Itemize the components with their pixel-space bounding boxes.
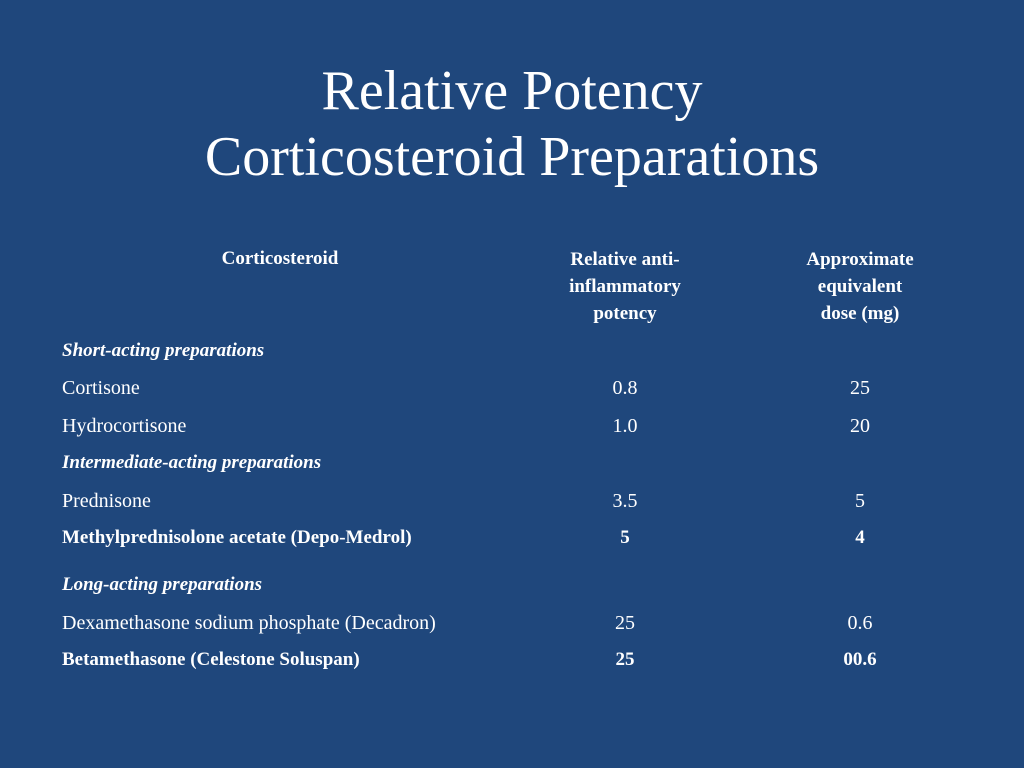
row-dose: 4 (855, 527, 865, 548)
section-row (0, 336, 1024, 366)
table-row (0, 411, 1024, 441)
section-row (0, 570, 1024, 600)
table-row (0, 645, 1024, 675)
table-row (0, 608, 1024, 638)
row-corticosteroid: Cortisone (62, 377, 140, 399)
row-corticosteroid: Methylprednisolone acetate (Depo-Medrol) (62, 527, 412, 548)
header-potency (520, 246, 730, 327)
row-potency: 5 (620, 527, 630, 548)
row-potency: 25 (615, 612, 635, 634)
header-corticosteroid-label: Corticosteroid (221, 248, 339, 269)
header-dose-line: dose (mg) (820, 303, 900, 324)
row-potency: 0.8 (612, 377, 638, 399)
title-line-2: Corticosteroid Preparations (204, 126, 820, 188)
title-line-1: Relative Potency (321, 60, 703, 122)
section-label: Long-acting preparations (62, 574, 263, 595)
section-label: Intermediate-acting preparations (62, 452, 322, 473)
table-row (0, 373, 1024, 403)
row-dose: 0.6 (847, 612, 873, 634)
header-potency-line: potency (593, 303, 657, 324)
header-dose-line: Approximate (806, 249, 914, 270)
row-potency: 3.5 (612, 490, 638, 512)
header-dose (755, 246, 965, 327)
row-potency: 25 (615, 649, 635, 670)
slide-title (0, 58, 1024, 190)
row-corticosteroid: Dexamethasone sodium phosphate (Decadron) (62, 612, 436, 634)
row-corticosteroid: Betamethasone (Celestone Soluspan) (62, 649, 360, 670)
header-potency-line: Relative anti- (570, 249, 680, 270)
row-corticosteroid: Hydrocortisone (62, 415, 187, 437)
row-corticosteroid: Prednisone (62, 490, 151, 512)
row-dose: 25 (850, 377, 870, 399)
row-dose: 20 (850, 415, 870, 437)
section-label: Short-acting preparations (62, 340, 265, 361)
header-potency-line: inflammatory (569, 276, 681, 297)
section-row (0, 448, 1024, 478)
header-dose-line: equivalent (817, 276, 903, 297)
row-potency: 1.0 (612, 415, 638, 437)
table-row (0, 523, 1024, 553)
header-corticosteroid (130, 245, 430, 272)
row-dose: 00.6 (843, 649, 877, 670)
row-dose: 5 (855, 490, 865, 512)
table-row (0, 486, 1024, 516)
